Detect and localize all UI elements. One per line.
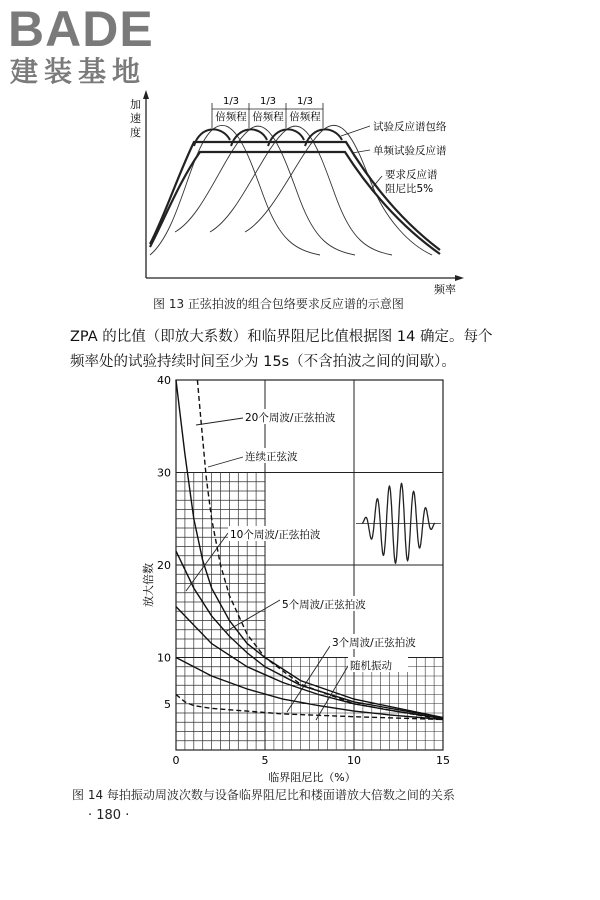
fig13-y-label-2: 速	[130, 112, 141, 125]
label-leader	[287, 646, 330, 712]
label-continuous-sine: 连续正弦波	[245, 451, 298, 463]
brand-logo: BADE	[8, 1, 154, 57]
fig13-y-label-1: 加	[130, 98, 141, 111]
fig13-y-arrow	[143, 90, 149, 99]
peak-arc	[231, 129, 267, 146]
legend-required: 要求反应谱	[385, 169, 438, 181]
fig14-grid	[176, 380, 443, 750]
band-fraction-2: 1/3	[259, 96, 277, 107]
label-10-cycles: 10个周波/正弦拍波	[230, 529, 321, 541]
body-text-line-1: ZPA 的比值（即放大系数）和临界阻尼比值根据图 14 确定。每个	[70, 329, 493, 345]
x-tick-label: 15	[436, 754, 450, 767]
label-random-vibration: 随机振动	[350, 660, 392, 672]
y-tick-label: 30	[157, 466, 171, 480]
band-name-1: 倍频程	[215, 111, 247, 123]
figure-13-caption: 图 13 正弦拍波的组合包络要求反应谱的示意图	[153, 297, 404, 311]
fig14-y-label: 放大倍数	[142, 563, 155, 607]
label-5-cycles: 5个周波/正弦拍波	[282, 599, 366, 611]
fig13-x-arrow	[455, 275, 464, 281]
y-tick-label: 5	[164, 697, 171, 711]
label-leader	[186, 533, 228, 591]
band-fraction-1: 1/3	[222, 96, 240, 107]
figure-13	[0, 0, 600, 300]
page-number: · 180 ·	[88, 808, 130, 823]
figure-14-caption: 图 14 每拍振动周波次数与设备临界阻尼比和楼面谱放大倍数之间的关系	[72, 788, 455, 802]
brand-subtitle: 建装基地	[10, 55, 147, 88]
figure-14	[0, 370, 600, 790]
y-tick-label: 10	[157, 651, 171, 665]
fig13-y-label-3: 度	[130, 126, 141, 139]
fig13-x-label: 频率	[434, 283, 456, 296]
legend-envelope: 试验反应谱包络	[373, 121, 447, 133]
legend-single-freq: 单频试验反应谱	[373, 145, 447, 157]
test-response-envelope	[150, 142, 440, 250]
band-name-2: 倍频程	[252, 111, 284, 123]
x-tick-label: 10	[347, 754, 361, 767]
band-fraction-3: 1/3	[296, 96, 314, 107]
body-text-line-2: 频率处的试验持续时间至少为 15s（不含拍波之间的间歇）。	[70, 354, 456, 370]
beat-response-2	[175, 126, 355, 255]
legend-damping: 阻尼比5%	[385, 183, 434, 195]
required-response-spectrum	[150, 152, 440, 254]
x-tick-label: 5	[261, 754, 269, 767]
label-leader	[196, 418, 243, 425]
label-leader	[208, 457, 243, 467]
x-tick-label: 0	[172, 754, 180, 767]
label-20-cycles: 20个周波/正弦拍波	[245, 412, 336, 424]
y-tick-label: 40	[157, 374, 171, 387]
peak-arc	[194, 129, 230, 146]
y-tick-label: 20	[157, 559, 171, 572]
band-name-3: 倍频程	[289, 111, 321, 123]
label-leader	[316, 666, 348, 720]
beat-response-1	[150, 125, 320, 255]
label-3-cycles: 3个周波/正弦拍波	[332, 637, 416, 649]
fig14-x-label: 临界阻尼比（%）	[268, 771, 356, 784]
beat-response-3	[210, 126, 392, 255]
legend-leader	[352, 150, 370, 153]
